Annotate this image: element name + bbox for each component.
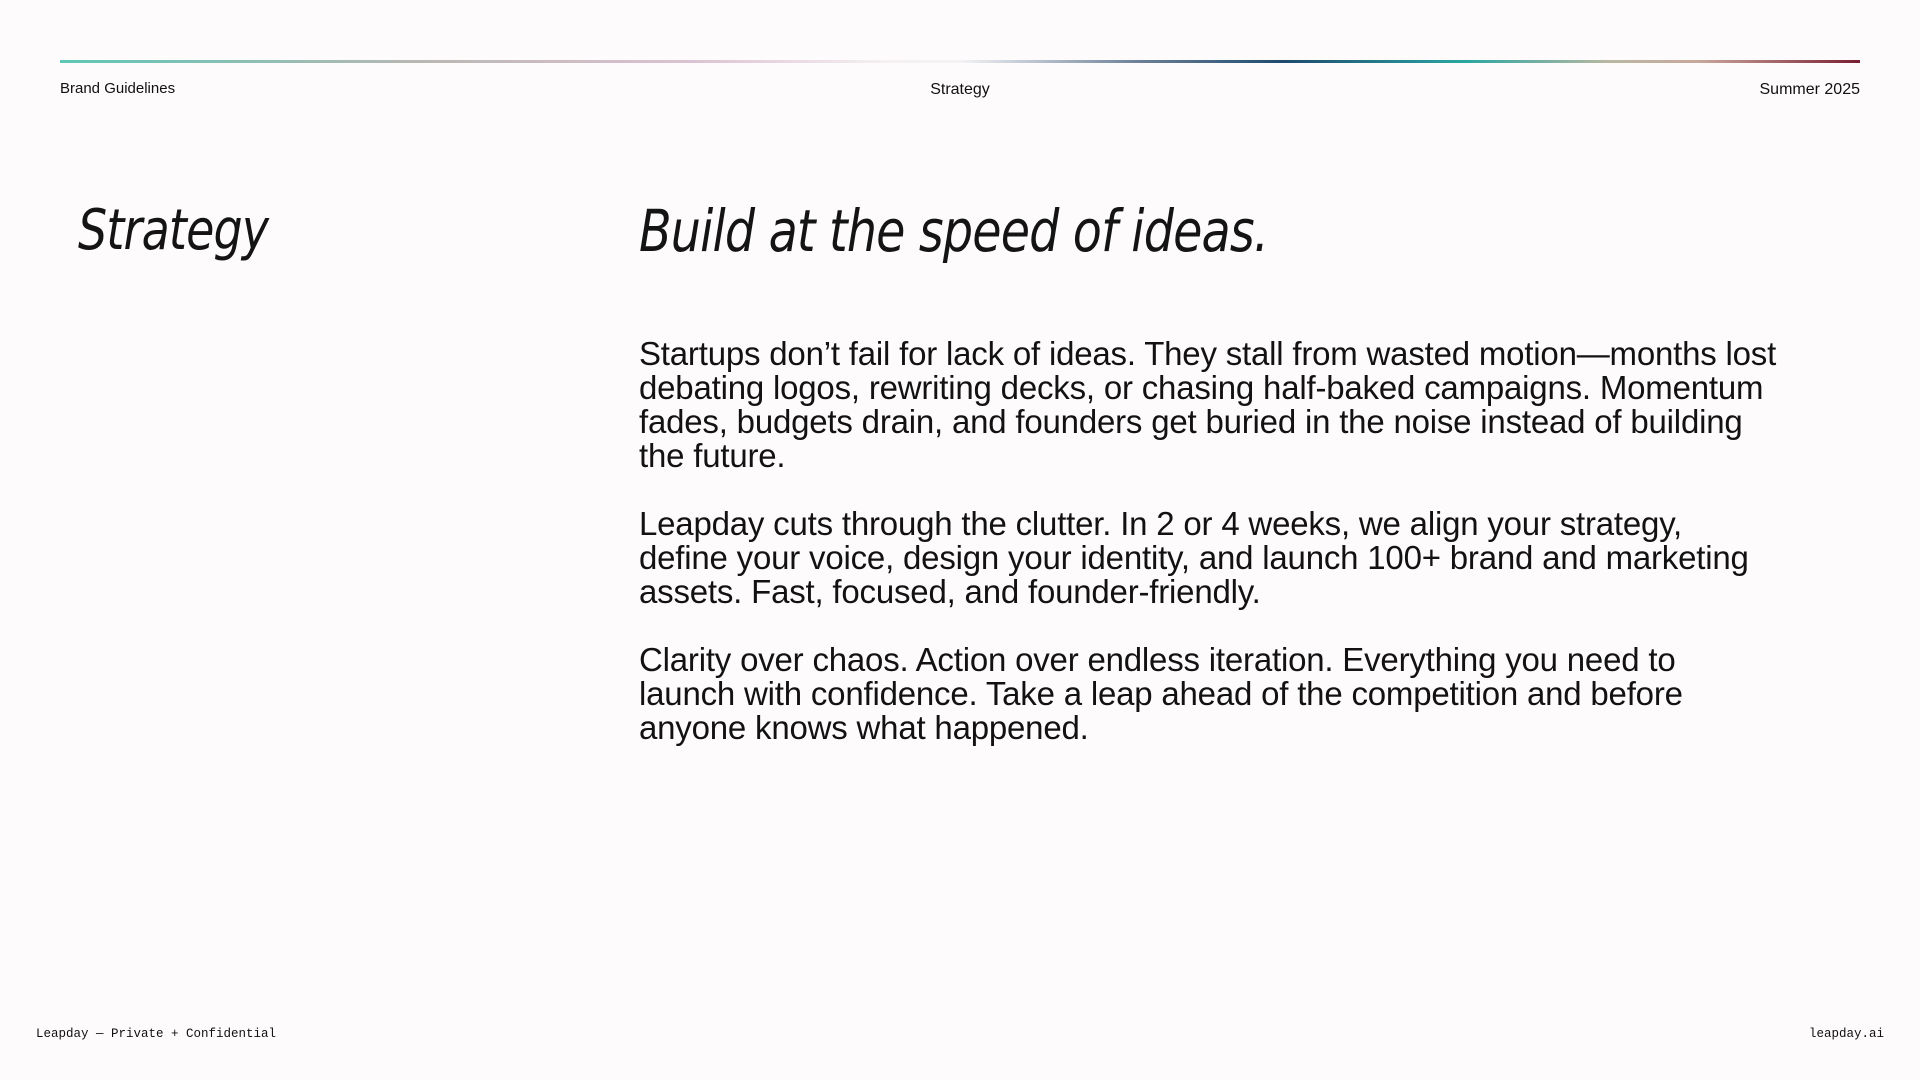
section-title: Strategy <box>78 198 269 263</box>
body-paragraph-1: Startups don’t fail for lack of ideas. They stall from wasted motion—months lost debating logos, rewriting decks, or chasing half-baked campaigns. Momentum fades, budgets drain, and founders get buried in the noise instead of building the future. <box>639 335 1777 474</box>
header-date-label: Summer 2025 <box>1759 81 1860 98</box>
header-gradient-rule <box>60 60 1860 63</box>
body-text <box>639 337 1779 779</box>
page-headline: Build at the speed of ideas. <box>639 197 1269 265</box>
header-document-label: Brand Guidelines <box>60 80 176 97</box>
body-paragraph-3: Clarity over chaos. Action over endless iteration. Everything you need to launch with confidence. Take a leap ahead of the competition and before anyone knows what happened. <box>639 641 1683 746</box>
footer-website-link[interactable]: leapday.ai <box>1808 1027 1884 1041</box>
body-paragraph-2: Leapday cuts through the clutter. In 2 or 4 weeks, we align your strategy, define your voice, design your identity, and launch 100+ brand and marketing assets. Fast, focused, and founder-friendly. <box>639 505 1749 610</box>
footer-confidential-label: Leapday — Private + Confidential <box>36 1027 277 1041</box>
header-section-label: Strategy <box>930 81 990 98</box>
